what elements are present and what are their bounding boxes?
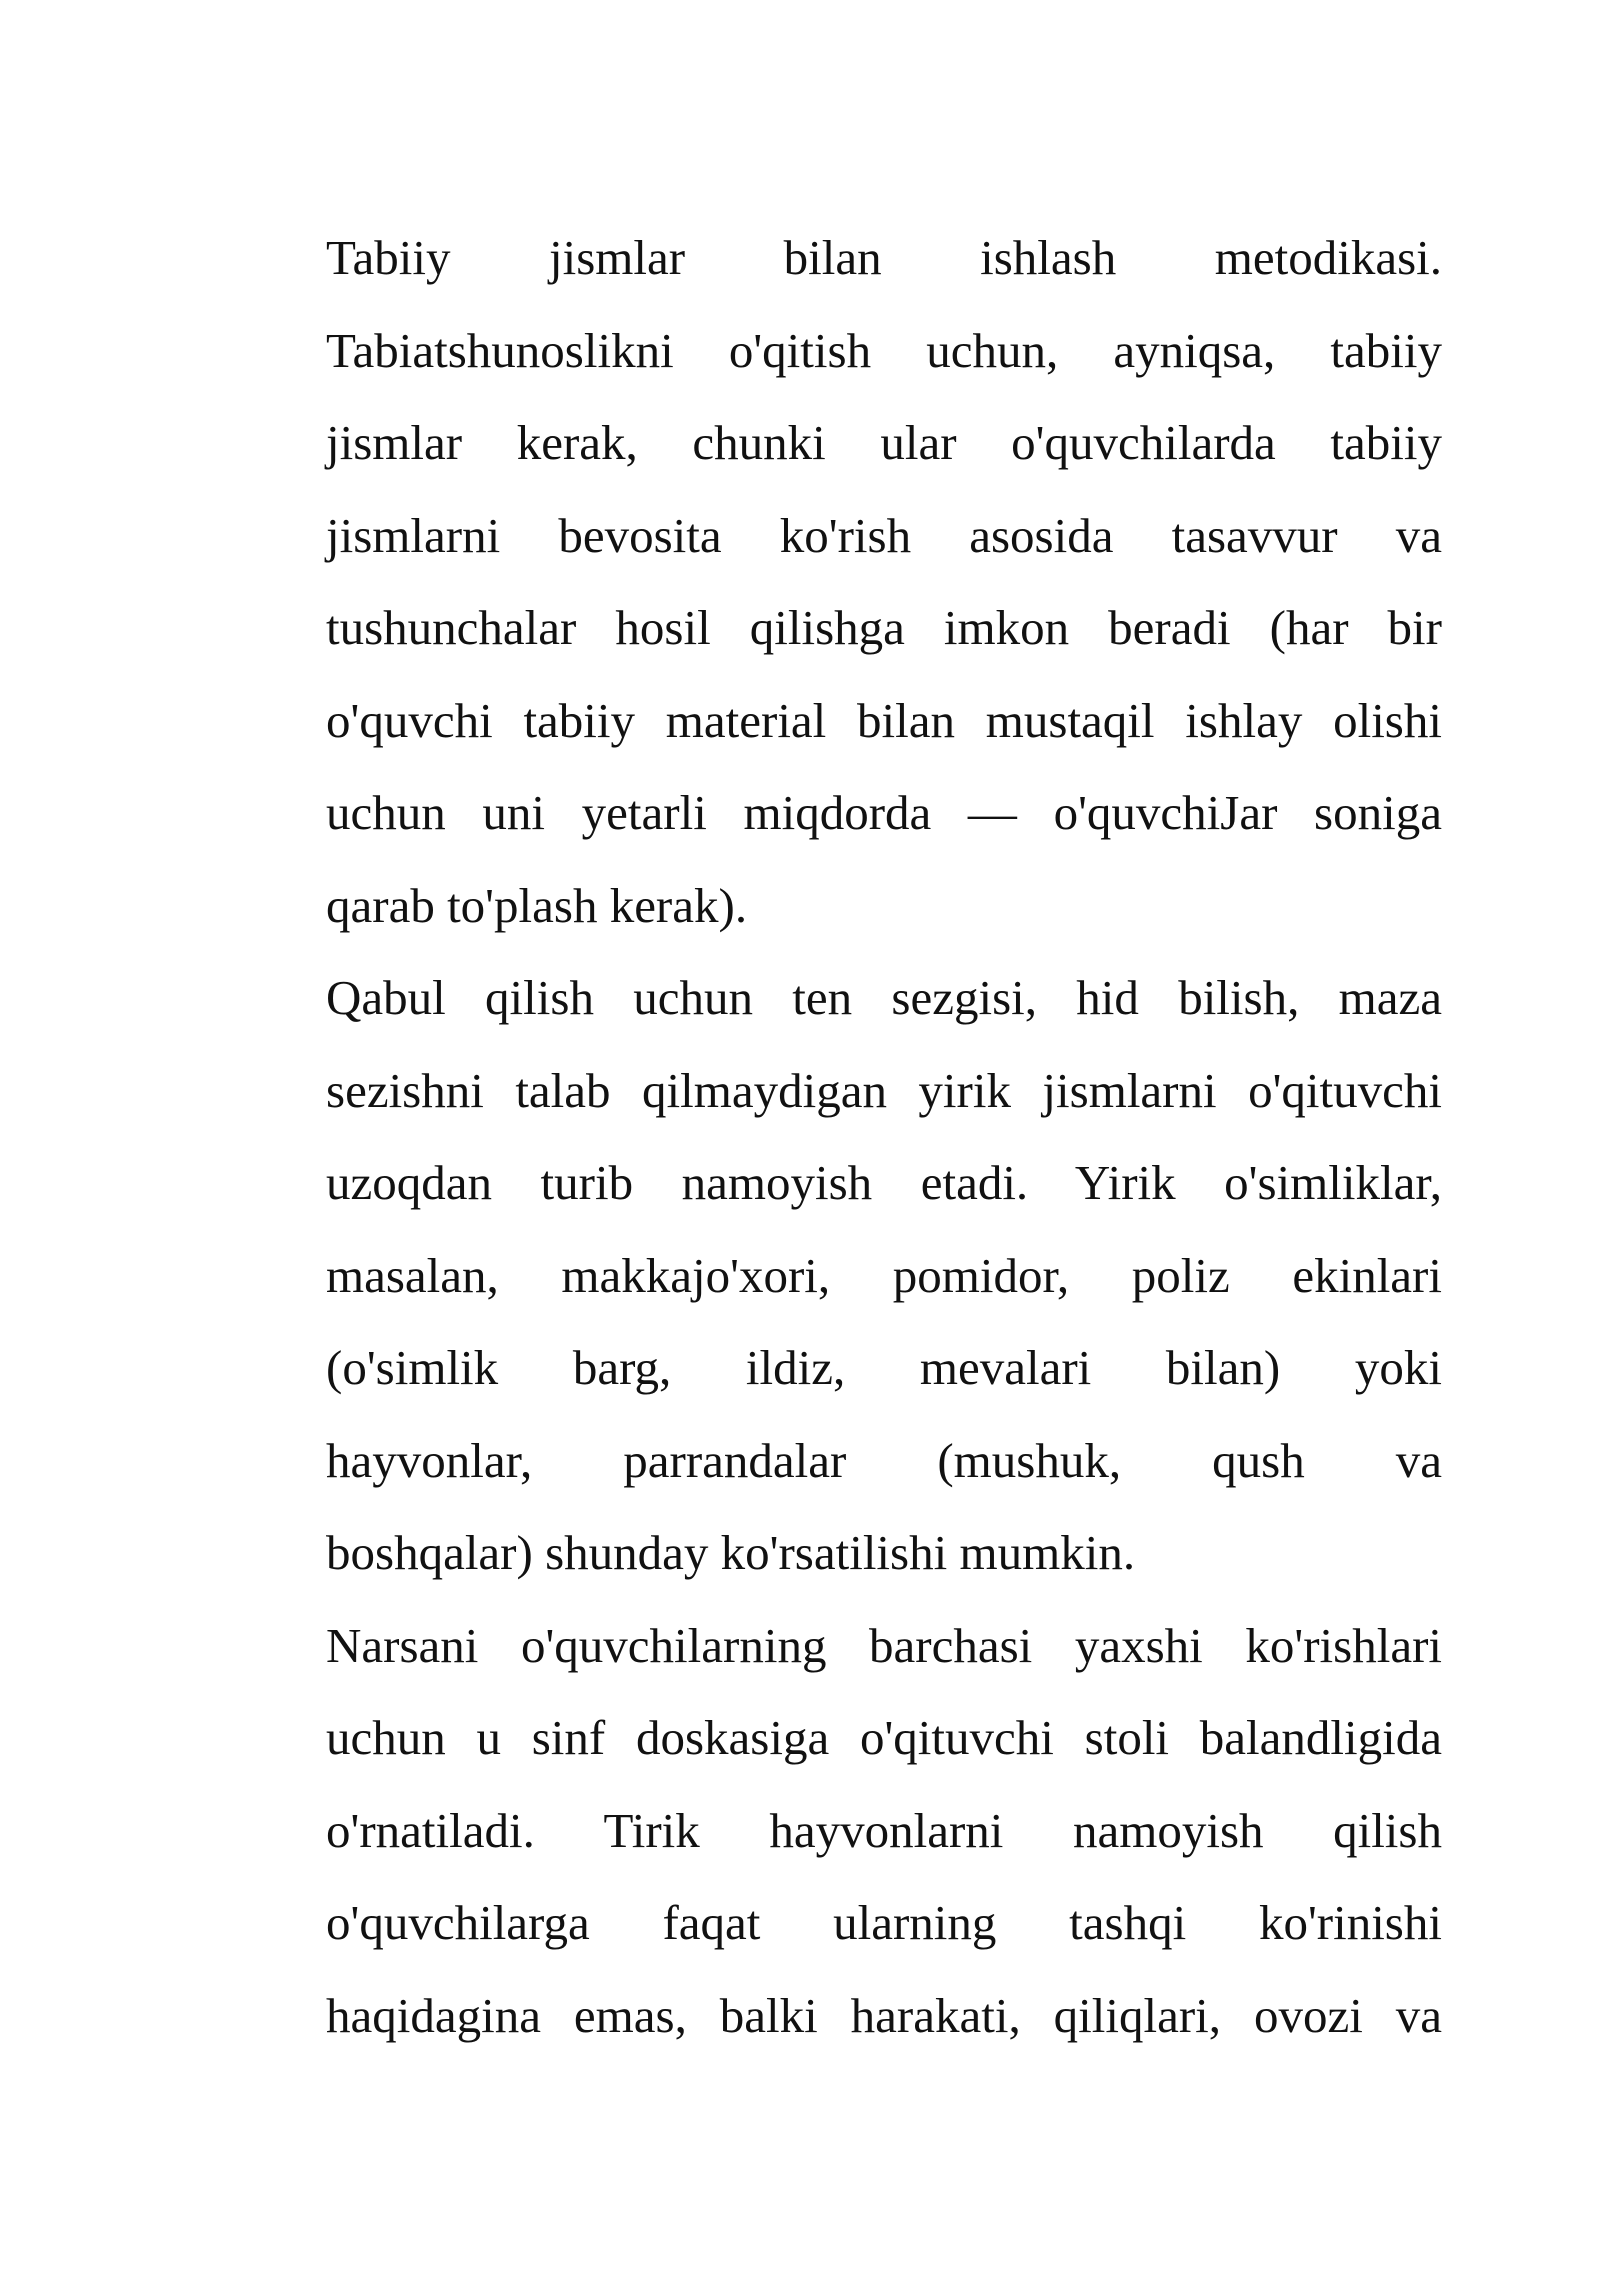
paragraph-line: Tabiiy jismlar bilan ishlash metodikasi.	[326, 230, 1442, 285]
paragraph-line: boshqalar) shunday ko'rsatilishi mumkin.	[326, 1525, 1136, 1580]
paragraph-line: qarab to'plash kerak).	[326, 877, 748, 933]
paragraph-line: tushunchalar hosil qilishga imkon beradi (har bir	[326, 600, 1442, 655]
paragraph-line: jismlarni bevosita ko'rish asosida tasavvur va	[326, 507, 1442, 563]
paragraph-line: haqidagina emas, balki harakati, qiliqlari, ovozi va	[326, 1987, 1442, 2043]
paragraph-line: Tabiatshunoslikni o'qitish uchun, ayniqsa, tabiiy	[326, 322, 1442, 378]
paragraph-line: uzoqdan turib namoyish etadi. Yirik o'simliklar,	[326, 1155, 1442, 1210]
paragraph-line: sezishni talab qilmaydigan yirik jismlarni o'qituvchi	[326, 1062, 1442, 1118]
paragraph-1	[326, 212, 1442, 952]
paragraph-line: uchun uni yetarli miqdorda — o'quvchiJar soniga	[326, 785, 1442, 840]
paragraph-line: uchun u sinf doskasiga o'qituvchi stoli balandligida	[326, 1710, 1442, 1765]
paragraph-line: Narsani o'quvchilarning barchasi yaxshi ko'rishlari	[326, 1617, 1442, 1673]
paragraph-3	[326, 1600, 1442, 2063]
paragraph-line: hayvonlar, parrandalar (mushuk, qush va	[326, 1432, 1442, 1488]
paragraph-line: o'rnatiladi. Tirik hayvonlarni namoyish qilish	[326, 1802, 1442, 1858]
paragraph-2	[326, 952, 1442, 1600]
paragraph-line: Qabul qilish uchun ten sezgisi, hid bilish, maza	[326, 970, 1442, 1025]
paragraph-line: o'quvchi tabiiy material bilan mustaqil ishlay olishi	[326, 692, 1442, 748]
paragraph-line: jismlar kerak, chunki ular o'quvchilarda tabiiy	[326, 415, 1442, 470]
paragraph-line: (o'simlik barg, ildiz, mevalari bilan) yoki	[326, 1340, 1442, 1395]
document-body	[326, 212, 1442, 2062]
paragraph-line: masalan, makkajo'xori, pomidor, poliz ekinlari	[326, 1247, 1442, 1303]
paragraph-line: o'quvchilarga faqat ularning tashqi ko'rinishi	[326, 1895, 1442, 1950]
